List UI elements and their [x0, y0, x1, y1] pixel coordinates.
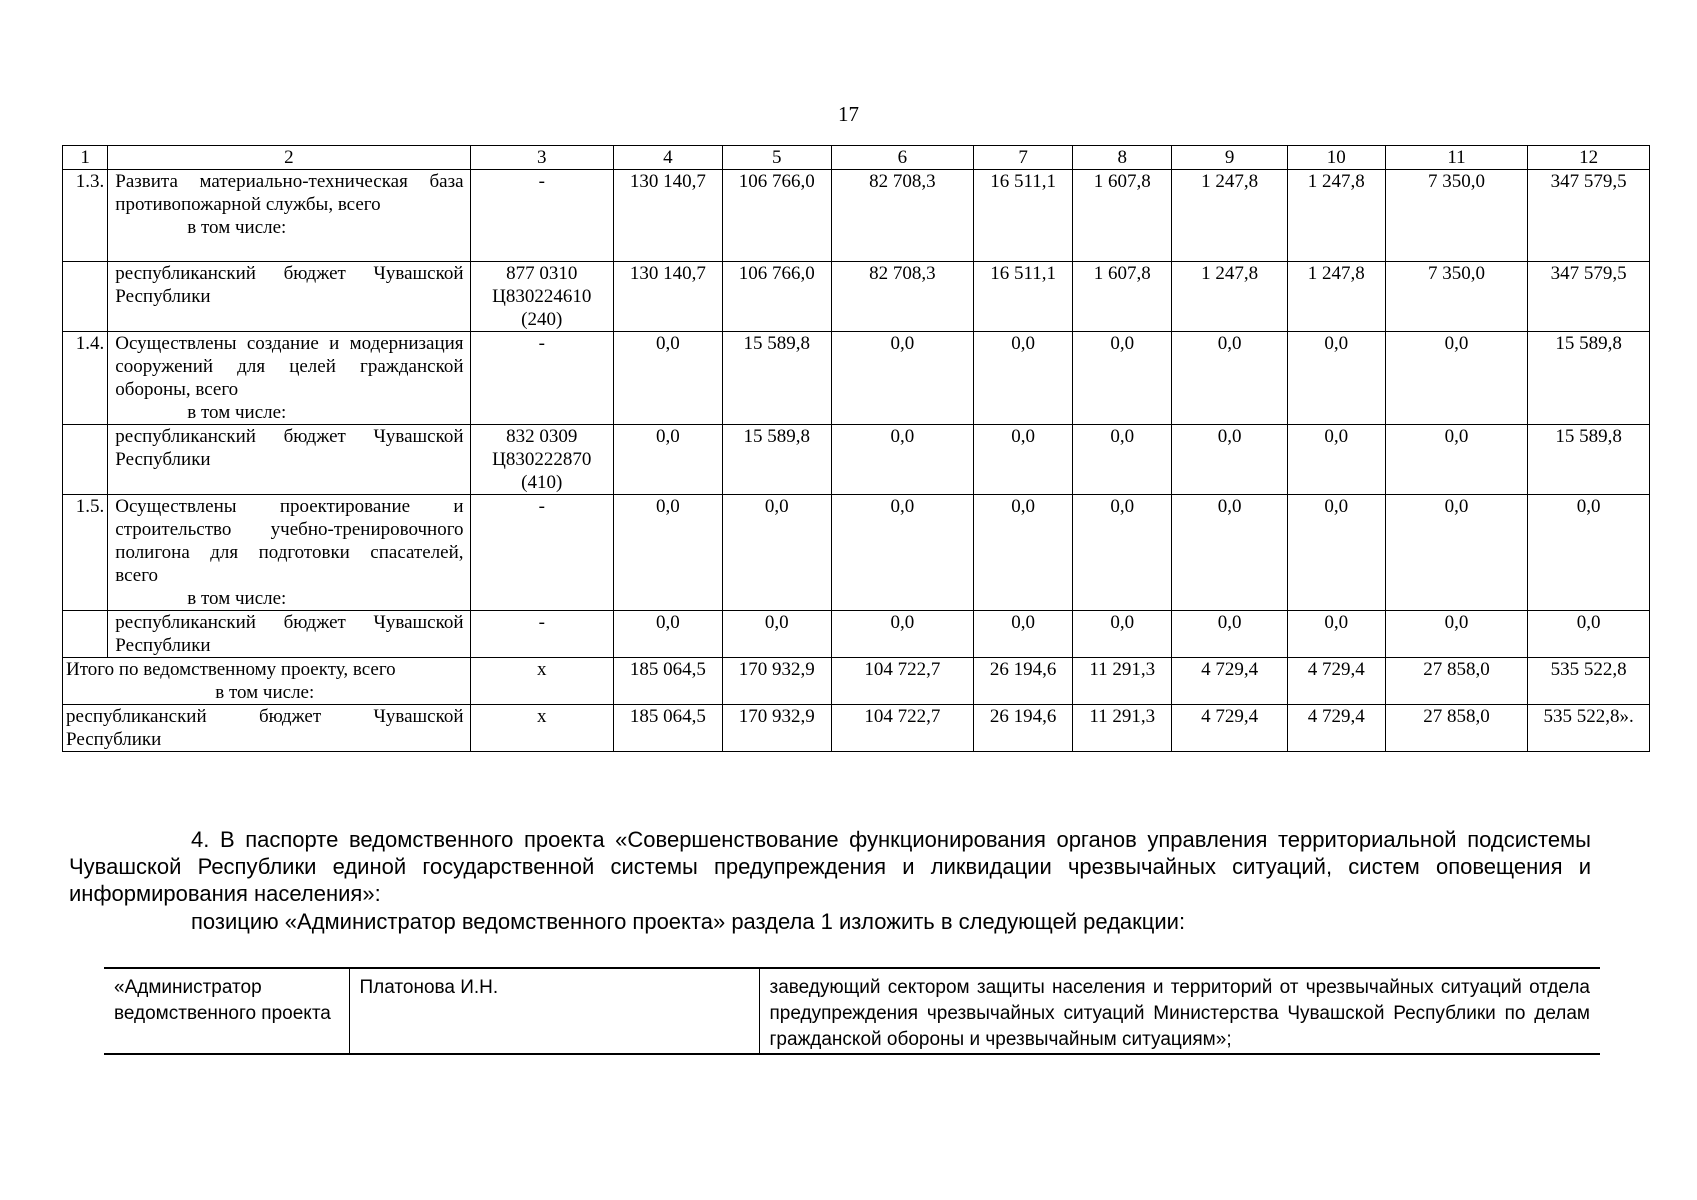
value-cell: 0,0 — [974, 495, 1073, 611]
total-row — [63, 658, 1650, 705]
table-row — [63, 425, 1650, 495]
value-cell: 0,0 — [974, 332, 1073, 425]
value-cell: 185 064,5 — [613, 705, 722, 752]
table-row — [63, 262, 1650, 332]
value-cell: 0,0 — [1385, 495, 1527, 611]
row-name-text: Осуществлены проектирование и строительство учебно-тренировочного полигона для подготовки спасателей, всего — [115, 496, 464, 586]
value-cell: 130 140,7 — [613, 170, 722, 262]
total-row-label-text: Итого по ведомственному проекту, всего — [66, 659, 396, 680]
value-cell: 0,0 — [831, 611, 973, 658]
row-number — [63, 425, 108, 495]
value-cell: 16 511,1 — [974, 262, 1073, 332]
value-cell: 1 247,8 — [1287, 170, 1385, 262]
in-part-label: в том числе: — [187, 588, 287, 609]
value-cell: 7 350,0 — [1385, 262, 1527, 332]
value-cell: 0,0 — [974, 611, 1073, 658]
value-cell: 0,0 — [722, 611, 831, 658]
value-cell: 185 064,5 — [613, 658, 722, 705]
budget-code: - — [470, 332, 613, 425]
in-part-label: в том числе: — [187, 402, 287, 423]
value-cell: 0,0 — [974, 425, 1073, 495]
value-cell: 0,0 — [613, 611, 722, 658]
value-cell: 15 589,8 — [1528, 332, 1650, 425]
row-name — [108, 495, 470, 611]
value-cell: 130 140,7 — [613, 262, 722, 332]
value-cell: 82 708,3 — [831, 170, 973, 262]
administrator-table — [104, 967, 1600, 1055]
table-row — [63, 495, 1650, 611]
value-cell: 0,0 — [1073, 332, 1172, 425]
total-budget-row-label — [63, 705, 471, 752]
budget-code: - — [470, 495, 613, 611]
budget-code: 832 0309 Ц830222870 (410) — [470, 425, 613, 495]
value-cell: 535 522,8 — [1528, 658, 1650, 705]
column-number-10: 10 — [1287, 146, 1385, 170]
value-cell: 0,0 — [1073, 495, 1172, 611]
value-cell: 170 932,9 — [722, 658, 831, 705]
value-cell: 0,0 — [831, 495, 973, 611]
instruction-paragraph: позицию «Администратор ведомственного проекта» раздела 1 изложить в следующей редакции: — [191, 909, 1186, 934]
administrator-position: заведующий сектором защиты населения и территорий от чрезвычайных ситуаций отдела предупреждения чрезвычайных ситуаций Министерства Чувашской Республики по делам гражданской обороны и чрезвычайным ситуациям»; — [759, 968, 1600, 1054]
value-cell: 1 247,8 — [1172, 170, 1287, 262]
row-number: 1.3. — [63, 170, 108, 262]
column-number-3: 3 — [470, 146, 613, 170]
value-cell: 26 194,6 — [974, 658, 1073, 705]
row-name-text: республиканский бюджет Чувашской Республики — [115, 263, 464, 307]
row-name-text: республиканский бюджет Чувашской Республики — [115, 612, 464, 656]
value-cell: 106 766,0 — [722, 170, 831, 262]
column-number-4: 4 — [613, 146, 722, 170]
value-cell: 0,0 — [1172, 425, 1287, 495]
value-cell: 27 858,0 — [1385, 705, 1527, 752]
row-name — [108, 170, 470, 262]
budget-code: 877 0310 Ц830224610 (240) — [470, 262, 613, 332]
value-cell: 26 194,6 — [974, 705, 1073, 752]
column-number-8: 8 — [1073, 146, 1172, 170]
value-cell: 16 511,1 — [974, 170, 1073, 262]
value-cell: 0,0 — [1172, 611, 1287, 658]
budget-code: х — [470, 705, 613, 752]
row-name-text: Осуществлены создание и модернизация сооружений для целей гражданской обороны, всего — [115, 333, 464, 400]
column-number-1: 1 — [63, 146, 108, 170]
value-cell: 4 729,4 — [1287, 658, 1385, 705]
value-cell: 82 708,3 — [831, 262, 973, 332]
table-header-row — [63, 146, 1650, 170]
administrator-row — [104, 968, 1600, 1054]
value-cell: 0,0 — [1287, 332, 1385, 425]
value-cell: 0,0 — [1528, 495, 1650, 611]
table-row — [63, 611, 1650, 658]
administrator-role: «Администратор ведомственного проекта — [104, 968, 349, 1054]
value-cell: 0,0 — [1528, 611, 1650, 658]
value-cell: 0,0 — [1287, 495, 1385, 611]
value-cell: 535 522,8». — [1528, 705, 1650, 752]
value-cell: 0,0 — [1385, 425, 1527, 495]
section-4-paragraph: 4. В паспорте ведомственного проекта «Совершенствование функционирования органов управления территориальной подсистемы Чувашской Республики единой государственной системы предупреждения и ликвидации чрезвычайных ситуаций, систем оповещения и информирования населения»: — [69, 827, 1591, 906]
table-row — [63, 170, 1650, 262]
value-cell: 4 729,4 — [1172, 705, 1287, 752]
total-budget-row-label-text: республиканский бюджет Чувашской Республики — [66, 706, 464, 750]
column-number-12: 12 — [1528, 146, 1650, 170]
total-row-label — [63, 658, 471, 705]
value-cell: 347 579,5 — [1528, 262, 1650, 332]
value-cell: 1 607,8 — [1073, 262, 1172, 332]
value-cell: 7 350,0 — [1385, 170, 1527, 262]
column-number-6: 6 — [831, 146, 973, 170]
column-number-2: 2 — [108, 146, 470, 170]
value-cell: 0,0 — [1287, 425, 1385, 495]
row-name — [108, 262, 470, 332]
value-cell: 0,0 — [1073, 611, 1172, 658]
value-cell: 170 932,9 — [722, 705, 831, 752]
row-number: 1.5. — [63, 495, 108, 611]
value-cell: 106 766,0 — [722, 262, 831, 332]
budget-code: - — [470, 611, 613, 658]
value-cell: 11 291,3 — [1073, 705, 1172, 752]
in-part-label: в том числе: — [187, 217, 287, 238]
row-name — [108, 332, 470, 425]
value-cell: 0,0 — [1172, 495, 1287, 611]
value-cell: 15 589,8 — [1528, 425, 1650, 495]
value-cell: 27 858,0 — [1385, 658, 1527, 705]
page-number: 17 — [838, 102, 859, 126]
administrator-person: Платонова И.Н. — [349, 968, 759, 1054]
budget-code: - — [470, 170, 613, 262]
value-cell: 104 722,7 — [831, 658, 973, 705]
value-cell: 0,0 — [1172, 332, 1287, 425]
funding-table-body — [63, 146, 1650, 752]
value-cell: 0,0 — [1287, 611, 1385, 658]
row-name-text: Развита материально-техническая база противопожарной службы, всего — [115, 171, 464, 215]
table-row — [63, 332, 1650, 425]
value-cell: 347 579,5 — [1528, 170, 1650, 262]
row-number — [63, 611, 108, 658]
value-cell: 0,0 — [613, 495, 722, 611]
value-cell: 0,0 — [1385, 611, 1527, 658]
value-cell: 4 729,4 — [1287, 705, 1385, 752]
value-cell: 15 589,8 — [722, 332, 831, 425]
total-budget-row — [63, 705, 1650, 752]
value-cell: 0,0 — [722, 495, 831, 611]
value-cell: 4 729,4 — [1172, 658, 1287, 705]
value-cell: 104 722,7 — [831, 705, 973, 752]
value-cell: 1 607,8 — [1073, 170, 1172, 262]
value-cell: 0,0 — [1385, 332, 1527, 425]
value-cell: 11 291,3 — [1073, 658, 1172, 705]
value-cell: 0,0 — [613, 332, 722, 425]
value-cell: 1 247,8 — [1287, 262, 1385, 332]
value-cell: 1 247,8 — [1172, 262, 1287, 332]
column-number-5: 5 — [722, 146, 831, 170]
column-number-7: 7 — [974, 146, 1073, 170]
value-cell: 0,0 — [1073, 425, 1172, 495]
value-cell: 0,0 — [613, 425, 722, 495]
row-number — [63, 262, 108, 332]
funding-table — [62, 145, 1650, 752]
row-name-text: республиканский бюджет Чувашской Республики — [115, 426, 464, 470]
value-cell: 15 589,8 — [722, 425, 831, 495]
column-number-11: 11 — [1385, 146, 1527, 170]
row-name — [108, 611, 470, 658]
value-cell: 0,0 — [831, 332, 973, 425]
row-name — [108, 425, 470, 495]
in-part-label: в том числе: — [215, 682, 315, 703]
row-number: 1.4. — [63, 332, 108, 425]
budget-code: х — [470, 658, 613, 705]
column-number-9: 9 — [1172, 146, 1287, 170]
value-cell: 0,0 — [831, 425, 973, 495]
